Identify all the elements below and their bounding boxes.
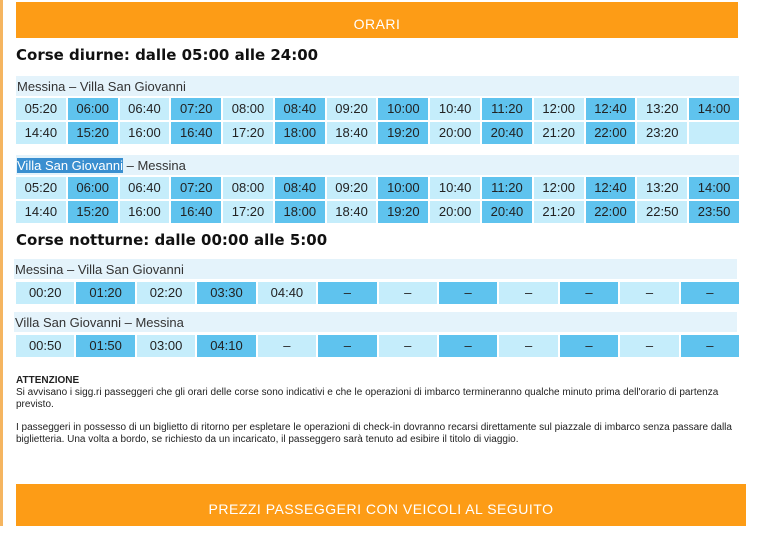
departure-time-cell: 21:20	[534, 201, 584, 223]
departure-time-cell: 02:20	[137, 282, 195, 304]
departure-time-cell: 16:00	[120, 201, 170, 223]
departure-time-cell: 01:50	[76, 335, 134, 357]
departure-time-cell: 20:00	[430, 201, 480, 223]
departure-time-cell: 18:40	[327, 122, 377, 144]
departure-time-cell: –	[681, 282, 739, 304]
departure-time-cell: 16:40	[171, 122, 221, 144]
departure-time-cell: 05:20	[16, 98, 66, 120]
departure-time-cell: 12:40	[586, 177, 636, 199]
route-header-messina-villa: Messina – Villa San Giovanni	[16, 76, 739, 96]
departure-time-cell: 08:40	[275, 98, 325, 120]
timetable-row	[16, 98, 739, 120]
departure-time-cell: 18:40	[327, 201, 377, 223]
departure-time-cell: 09:20	[327, 177, 377, 199]
departure-time-cell: 08:00	[223, 98, 273, 120]
departure-time-cell: 10:40	[430, 177, 480, 199]
departure-time-cell: –	[499, 335, 557, 357]
departure-time-cell: 04:10	[197, 335, 255, 357]
departure-time-cell: 22:00	[586, 122, 636, 144]
departure-time-cell: 04:40	[258, 282, 316, 304]
departure-time-cell: 15:20	[68, 122, 118, 144]
departure-time-cell: 19:20	[378, 201, 428, 223]
departure-time-cell: 20:40	[482, 201, 532, 223]
departure-time-cell: 10:00	[378, 98, 428, 120]
route-header-villa-messina	[16, 155, 739, 175]
departure-time-cell: –	[318, 282, 376, 304]
departure-time-cell: 14:40	[16, 122, 66, 144]
departure-time-cell: –	[318, 335, 376, 357]
page-border	[0, 0, 3, 526]
departure-time-cell: 17:20	[223, 201, 273, 223]
departure-time-cell: 01:20	[76, 282, 134, 304]
departure-time-cell: 14:00	[689, 98, 739, 120]
departure-time-cell: –	[620, 282, 678, 304]
departure-time-cell: 12:40	[586, 98, 636, 120]
route-header-night-messina-villa: Messina – Villa San Giovanni	[14, 259, 737, 279]
departure-time-cell: –	[439, 282, 497, 304]
departure-time-cell: 16:00	[120, 122, 170, 144]
timetable-row	[16, 335, 739, 357]
night-grid-messina-villa	[16, 282, 739, 304]
departure-time-cell: 20:00	[430, 122, 480, 144]
departure-time-cell: 07:20	[171, 177, 221, 199]
departure-time-cell: 06:00	[68, 98, 118, 120]
departure-time-cell: 05:20	[16, 177, 66, 199]
departure-time-cell: 12:00	[534, 177, 584, 199]
departure-time-cell: 10:40	[430, 98, 480, 120]
departure-time-cell: 20:40	[482, 122, 532, 144]
departure-time-cell: –	[258, 335, 316, 357]
day-section-title: Corse diurne: dalle 05:00 alle 24:00	[16, 46, 319, 64]
night-grid-villa-messina	[16, 335, 739, 357]
route-name-rest: – Messina	[123, 158, 186, 173]
departure-time-cell: –	[560, 335, 618, 357]
departure-time-cell: 11:20	[482, 177, 532, 199]
timetable-row	[16, 177, 739, 199]
departure-time-cell: 06:00	[68, 177, 118, 199]
departure-time-cell: 19:20	[378, 122, 428, 144]
departure-time-cell: –	[439, 335, 497, 357]
departure-time-cell	[689, 122, 739, 144]
timetable-row	[16, 282, 739, 304]
departure-time-cell: 09:20	[327, 98, 377, 120]
departure-time-cell: –	[560, 282, 618, 304]
departure-time-cell: 18:00	[275, 201, 325, 223]
notice-paragraph-1: Si avvisano i sigg.ri passeggeri che gli orari delle corse sono indicativi e che le operazioni di imbarco termineranno qualche minuto prima dell'orario di partenza previsto.	[16, 387, 719, 410]
departure-time-cell: 22:00	[586, 201, 636, 223]
notice-heading: ATTENZIONE	[16, 375, 80, 386]
day-grid-villa-messina	[16, 177, 739, 225]
departure-time-cell: 08:00	[223, 177, 273, 199]
departure-time-cell: 23:20	[637, 122, 687, 144]
departure-time-cell: 00:20	[16, 282, 74, 304]
departure-time-cell: 18:00	[275, 122, 325, 144]
departure-time-cell: –	[681, 335, 739, 357]
departure-time-cell: –	[620, 335, 678, 357]
departure-time-cell: 14:00	[689, 177, 739, 199]
timetable-row	[16, 201, 739, 223]
route-header-night-villa-messina: Villa San Giovanni – Messina	[14, 312, 737, 332]
departure-time-cell: 22:50	[637, 201, 687, 223]
orari-header: ORARI	[16, 2, 738, 38]
departure-time-cell: 23:50	[689, 201, 739, 223]
departure-time-cell: 00:50	[16, 335, 74, 357]
timetable-row	[16, 122, 739, 144]
departure-time-cell: 12:00	[534, 98, 584, 120]
notice-paragraph-2: I passeggeri in possesso di un biglietto di ritorno per espletare le operazioni di check-in dovranno recarsi direttamente sul piazzale di imbarco senza passare dalla biglietteria. Una volta a bordo, se richiesto da un incaricato, il passeggero sarà tenuto ad esibire il titolo di viaggio.	[16, 422, 732, 445]
selected-text: Villa San Giovanni	[17, 158, 123, 173]
departure-time-cell: 08:40	[275, 177, 325, 199]
departure-time-cell: 10:00	[378, 177, 428, 199]
departure-time-cell: –	[379, 282, 437, 304]
notice-block	[16, 375, 746, 446]
departure-time-cell: 21:20	[534, 122, 584, 144]
departure-time-cell: 13:20	[637, 177, 687, 199]
departure-time-cell: 06:40	[120, 98, 170, 120]
departure-time-cell: –	[499, 282, 557, 304]
night-section-title: Corse notturne: dalle 00:00 alle 5:00	[16, 231, 328, 249]
day-grid-messina-villa	[16, 98, 739, 146]
departure-time-cell: 16:40	[171, 201, 221, 223]
departure-time-cell: 03:00	[137, 335, 195, 357]
departure-time-cell: 15:20	[68, 201, 118, 223]
vehicle-prices-button[interactable]: PREZZI PASSEGGERI CON VEICOLI AL SEGUITO	[16, 484, 746, 526]
departure-time-cell: 06:40	[120, 177, 170, 199]
departure-time-cell: 17:20	[223, 122, 273, 144]
departure-time-cell: 13:20	[637, 98, 687, 120]
departure-time-cell: 03:30	[197, 282, 255, 304]
departure-time-cell: 11:20	[482, 98, 532, 120]
departure-time-cell: 14:40	[16, 201, 66, 223]
departure-time-cell: 07:20	[171, 98, 221, 120]
departure-time-cell: –	[379, 335, 437, 357]
